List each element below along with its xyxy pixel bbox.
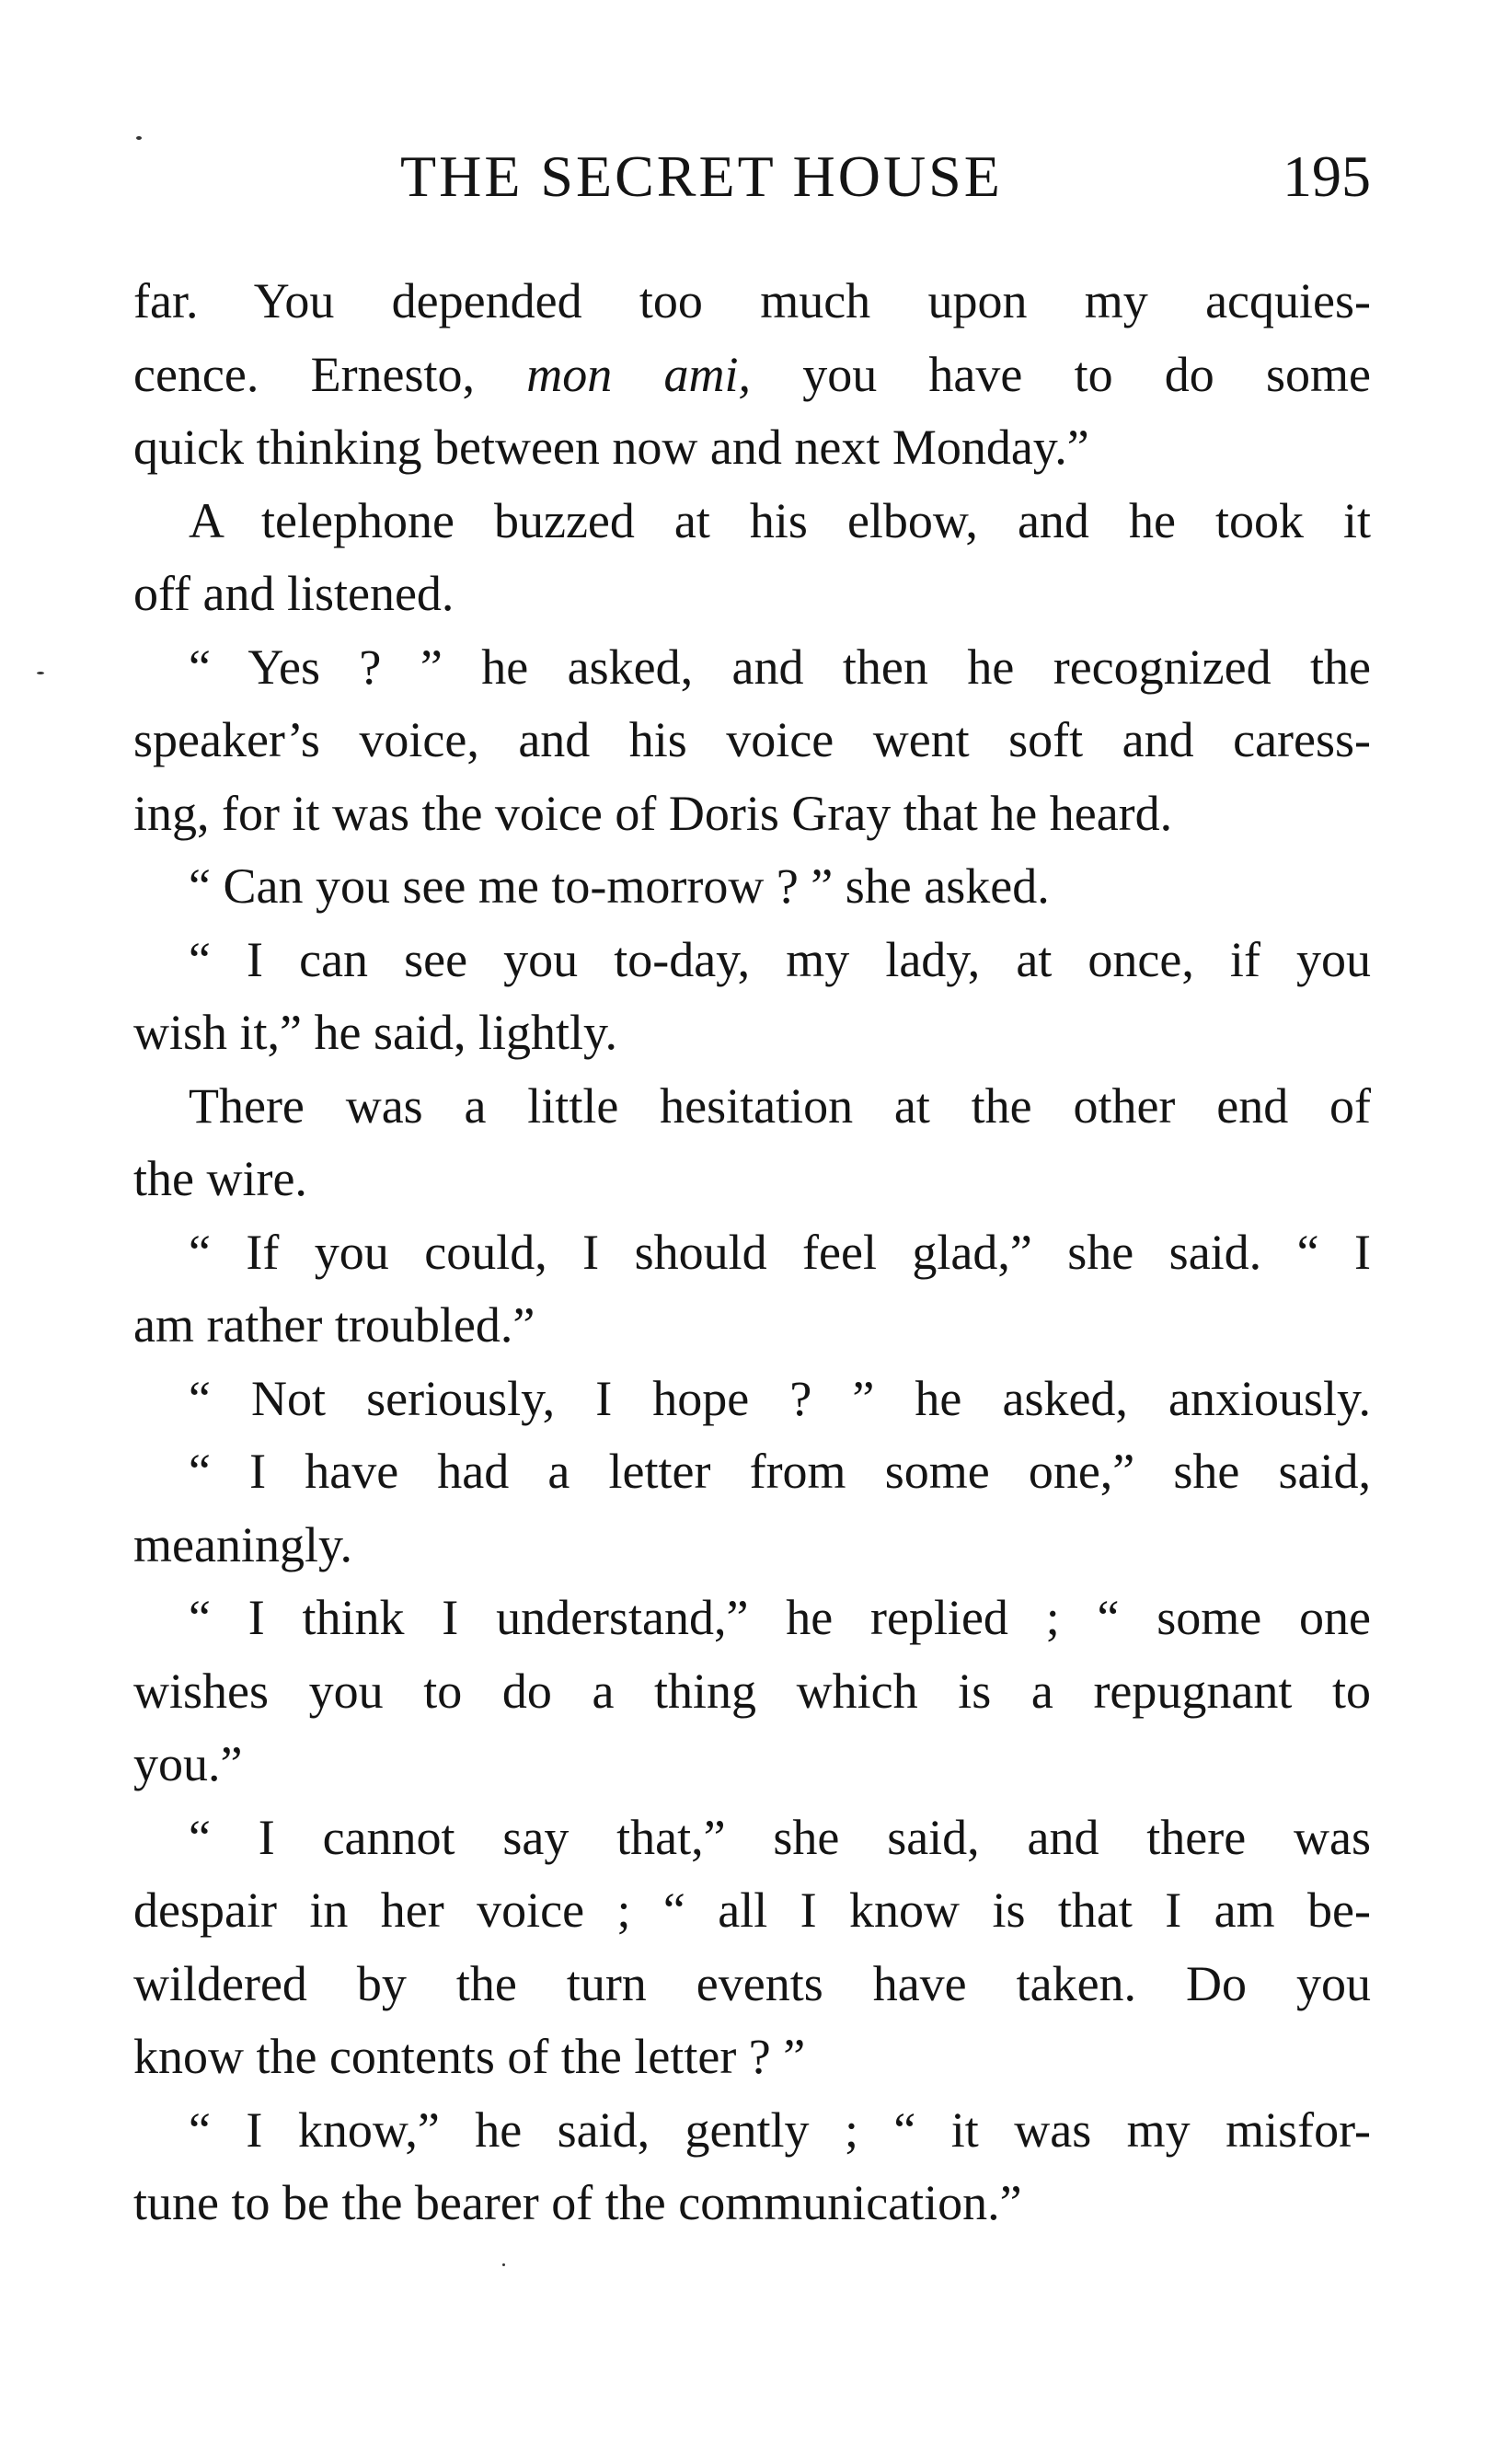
text-line: quick thinking between now and next Monday.”	[133, 420, 1089, 475]
text-line: cence. Ernesto, mon ami, you have to do some	[133, 346, 1371, 402]
text-line: A telephone buzzed at his elbow, and he took it	[189, 492, 1371, 548]
italic-phrase: mon ami,	[526, 346, 751, 402]
text-line: wildered by the turn events have taken. Do you	[133, 1955, 1371, 2011]
ink-speck	[136, 136, 142, 140]
text-line: “ If you could, I should feel glad,” she said. “ I	[189, 1224, 1371, 1280]
text-line: ing, for it was the voice of Doris Gray that he heard.	[133, 785, 1173, 841]
text-line: despair in her voice ; “ all I know is that I am be-	[133, 1883, 1371, 1938]
text-line: “ I cannot say that,” she said, and there was	[189, 1809, 1371, 1865]
text-line: “ I can see you to-day, my lady, at once, if you	[189, 931, 1371, 987]
text-line: am rather troubled.”	[133, 1297, 535, 1353]
ink-speck	[37, 672, 44, 674]
text-line: There was a little hesitation at the other end of	[189, 1077, 1371, 1134]
text-line: meaningly.	[133, 1516, 352, 1572]
text-line: wishes you to do a thing which is a repugnant to	[133, 1663, 1371, 1719]
text-line: you.”	[133, 1736, 243, 1791]
text-line: “ I have had a letter from some one,” she said,	[189, 1444, 1371, 1499]
ink-speck	[502, 2263, 505, 2266]
page-number: 195	[1283, 144, 1371, 209]
text-line: “ Not seriously, I hope ? ” he asked, anxiously.	[189, 1370, 1371, 1426]
text-line: speaker’s voice, and his voice went soft and caress-	[133, 712, 1371, 767]
text-line: far. You depended too much upon my acquies-	[133, 273, 1371, 328]
text-line: wish it,” he said, lightly.	[133, 1005, 617, 1060]
text-line: “ Can you see me to-morrow ? ” she asked.	[189, 858, 1050, 914]
text-line: “ I think I understand,” he replied ; “ some one	[189, 1590, 1371, 1645]
running-head	[133, 140, 1371, 213]
text-line: “ Yes ? ” he asked, and then he recognized the	[189, 639, 1371, 695]
text-line: “ I know,” he said, gently ; “ it was my misfor-	[189, 2101, 1371, 2158]
body-text	[133, 265, 1371, 2240]
text-line: the wire.	[133, 1151, 307, 1206]
text-line: tune to be the bearer of the communication.”	[133, 2175, 1022, 2230]
text-line: off and listened.	[133, 566, 455, 621]
running-title: THE SECRET HOUSE	[400, 144, 1003, 209]
text-line: know the contents of the letter ? ”	[133, 2029, 806, 2084]
